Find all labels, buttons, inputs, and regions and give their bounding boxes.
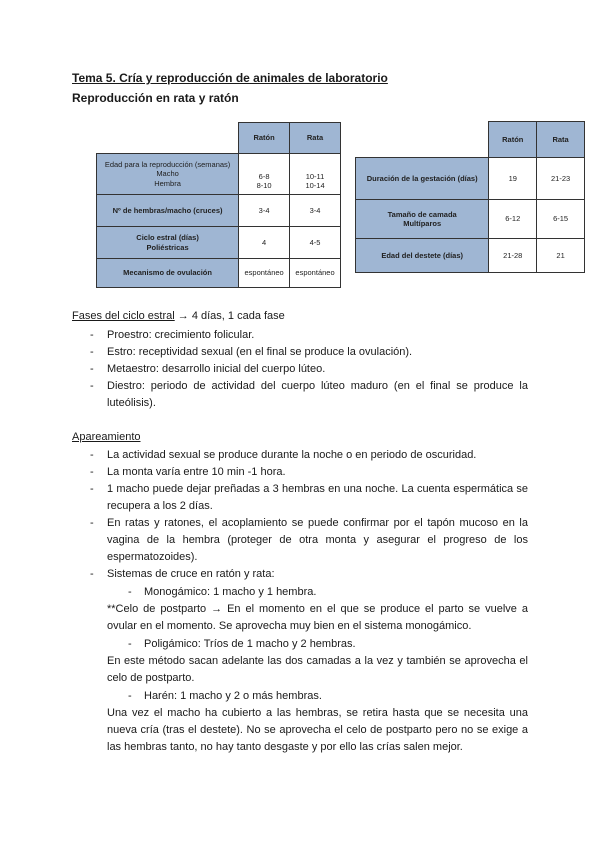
row-header-ciclo: Ciclo estral (días) Poliéstricas (97, 227, 239, 259)
col-header-rata: Rata (290, 123, 341, 154)
col-header-raton: Ratón (239, 123, 290, 154)
list-item: - Proestro: crecimiento folicular. (90, 329, 255, 341)
section-fases (72, 308, 285, 325)
cell-ovulacion-rata: espontáneo (290, 259, 341, 288)
cell-ciclo-raton: 4 (239, 227, 290, 259)
list-item: - La monta varía entre 10 min -1 hora. (90, 466, 286, 478)
row-header-camada: Tamaño de camada Multíparos (356, 200, 489, 239)
row-header-hembras: Nº de hembras/macho (cruces) (97, 195, 239, 227)
table-gestation (355, 121, 585, 273)
cell-edad-raton: 6-8 8-10 (239, 154, 290, 195)
cell-camada-rata: 6-15 (537, 200, 585, 239)
sublist-item-haren: - Harén: 1 macho y 2 o más hembras. (128, 690, 322, 702)
list-item: - Diestro: periodo de actividad del cuerpo lúteo maduro (en el final se produce la luteólisis). (90, 380, 528, 409)
cell-destete-raton: 21-28 (489, 239, 537, 273)
row-header-edad: Edad para la reproducción (semanas) Macho Hembra (97, 154, 239, 195)
cell-gestacion-raton: 19 (489, 158, 537, 200)
list-item: - En ratas y ratones, el acoplamiento se puede confirmar por el tapón mucoso en la vagina de la hembra (proteger de otra monta y asegurar el progreso de los espermatozoides). (90, 517, 528, 563)
paragraph-haren: Una vez el macho ha cubierto a las hembras, se retira hasta que se necesita una nueva cría (tras el destete). No se aprovecha el celo de postparto pero no se exige a las hembras tanto, no hay tanto desgaste y por ello las crías salen mejor. (107, 707, 528, 753)
list-item: - Estro: receptividad sexual (en el final se produce la ovulación). (90, 346, 413, 358)
paragraph-poligamico: En este método sacan adelante las dos camadas a la vez y también se aprovecha el celo de postparto. (107, 655, 528, 684)
list-item: - Sistemas de cruce en ratón y rata: (90, 568, 275, 580)
table-reproduction-age (96, 122, 341, 288)
page-title: Tema 5. Cría y reproducción de animales de laboratorio (72, 71, 388, 85)
note-celo-postparto: **Celo de postparto → En el momento en el que se produce el parto se vuelve a ovular en el momento. Se aprovecha muy bien en el sistema monogámico. (107, 603, 528, 632)
list-item: - Metaestro: desarrollo inicial del cuerpo lúteo. (90, 363, 326, 375)
row-header-ovulacion: Mecanismo de ovulación (97, 259, 239, 288)
col-header-rata: Rata (537, 122, 585, 158)
page-subtitle: Reproducción en rata y ratón (72, 91, 239, 105)
cell-ovulacion-raton: espontáneo (239, 259, 290, 288)
list-item: - La actividad sexual se produce durante la noche o en periodo de oscuridad. (90, 449, 477, 461)
section-heading-fases-rest: → 4 días, 1 cada fase (174, 310, 285, 322)
cell-destete-rata: 21 (537, 239, 585, 273)
cell-camada-raton: 6-12 (489, 200, 537, 239)
list-item: - 1 macho puede dejar preñadas a 3 hembras en una noche. La cuenta espermática se recupera a los 2 días. (90, 483, 528, 512)
cell-hembras-rata: 3-4 (290, 195, 341, 227)
row-header-gestacion: Duración de la gestación (días) (356, 158, 489, 200)
sublist-item-monogamico: - Monogámico: 1 macho y 1 hembra. (128, 586, 317, 598)
cell-hembras-raton: 3-4 (239, 195, 290, 227)
cell-gestacion-rata: 21-23 (537, 158, 585, 200)
col-header-raton: Ratón (489, 122, 537, 158)
cell-edad-rata: 10-11 10-14 (290, 154, 341, 195)
sublist-item-poligamico: - Poligámico: Tríos de 1 macho y 2 hembras. (128, 638, 356, 650)
cell-ciclo-rata: 4-5 (290, 227, 341, 259)
row-header-destete: Edad del destete (días) (356, 239, 489, 273)
section-heading-fases: Fases del ciclo estral (72, 310, 175, 322)
section-heading-apareamiento: Apareamiento (72, 431, 141, 443)
